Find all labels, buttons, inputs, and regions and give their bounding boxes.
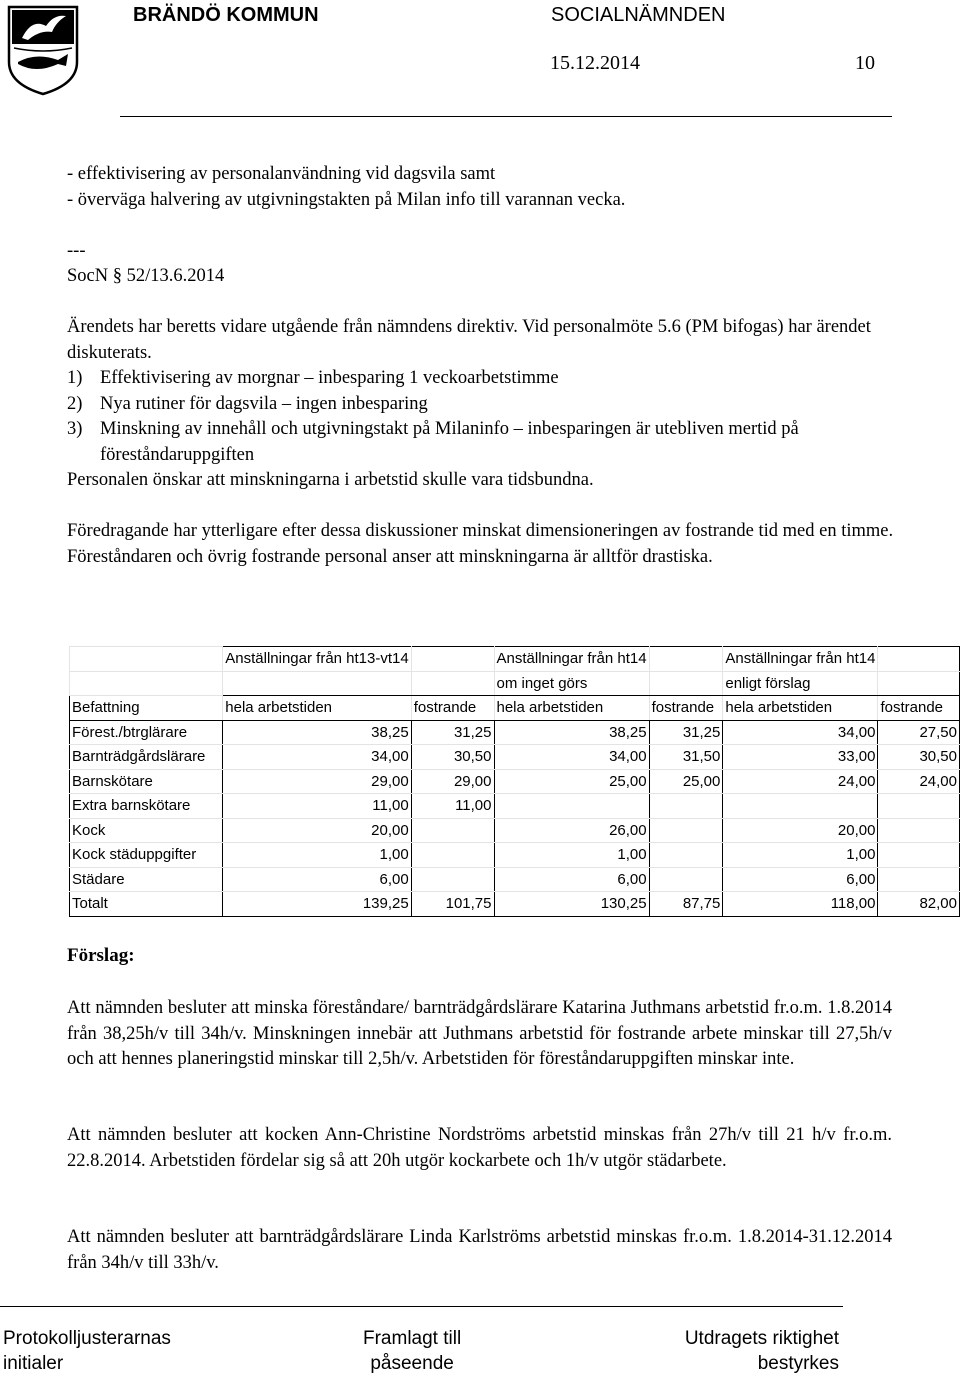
table-cell: 1,00: [223, 843, 411, 868]
header-department: SOCIALNÄMNDEN: [551, 4, 726, 26]
table-cell: 29,00: [411, 769, 494, 794]
table-column-header-row: [70, 696, 960, 721]
table-cell: 27,50: [878, 720, 960, 745]
list-number: 2): [67, 393, 83, 414]
paragraph-presenter: Föredragande har ytterligare efter dessa diskussioner minskat dimensioneringen av fostrande tid med en timme. Föreståndaren och övrig fostrande personal anser att minskningarna är alltför drastiska.: [67, 521, 894, 567]
case-reference: SocN § 52/13.6.2014: [67, 266, 225, 286]
footer-rule: [0, 1306, 843, 1307]
table-cell: 38,25: [223, 720, 411, 745]
table-cell: [723, 794, 878, 819]
list-number: 1): [67, 368, 83, 388]
proposal-paragraph: Att nämnden besluter att minska föreståndare/ barnträdgårdslärare Katarina Juthmans arbetstid fr.o.m. 1.8.2014 från 38,25h/v till 34h/v. Minskningen innebär att Juthmans arbetstid för fostrande arbete minskar till 27,5h/v och att hennes planeringstid minskar till 2,5h/v. Arbetstiden för föreståndaruppgiften minskar inte.: [67, 998, 892, 1069]
total-cell: 118,00: [723, 892, 878, 917]
table-cell: [878, 794, 960, 819]
table-cell: 6,00: [723, 867, 878, 892]
total-cell: 87,75: [649, 892, 723, 917]
municipality-coat-of-arms-logo: [6, 4, 80, 96]
group-header: Anställningar från ht14: [723, 647, 878, 672]
column-header: hela arbetstiden: [223, 696, 411, 721]
header-page-number: 10: [855, 52, 875, 74]
table-cell: [411, 647, 494, 672]
footer-presented: [363, 1326, 461, 1376]
group-subheader: enligt förslag: [723, 671, 878, 696]
proposal-paragraph: Att nämnden besluter att kocken Ann-Christine Nordströms arbetstid minskas från 27h/v till 21 h/v fr.o.m. 22.8.2014. Arbetstiden fördelar sig så att 20h utgör kockarbete och 1h/v utgör städarbete.: [67, 1125, 892, 1171]
header-municipality: BRÄNDÖ KOMMUN: [133, 4, 319, 26]
intro-line: - överväga halvering av utgivningstakten på Milan info till varannan vecka.: [67, 189, 626, 210]
column-header: fostrande: [411, 696, 494, 721]
table-cell: 1,00: [494, 843, 649, 868]
table-cell: [878, 843, 960, 868]
table-cell: [411, 671, 494, 696]
intro-block: [67, 162, 892, 213]
table-cell: 38,25: [494, 720, 649, 745]
table-cell: 6,00: [494, 867, 649, 892]
table-cell: [649, 867, 723, 892]
row-label: Förest./btrglärare: [70, 720, 223, 745]
row-label: Barnträdgårdslärare: [70, 745, 223, 770]
column-header: fostrande: [878, 696, 960, 721]
table-cell: [878, 867, 960, 892]
table-cell: [649, 671, 723, 696]
table-cell: 29,00: [223, 769, 411, 794]
table-group-header-row: [70, 647, 960, 672]
table-cell: [878, 671, 960, 696]
list-number: 3): [67, 419, 83, 439]
total-cell: 130,25: [494, 892, 649, 917]
list-text: Effektivisering av morgnar – inbesparing 1 veckoarbetstimme: [100, 368, 559, 388]
table-cell: 33,00: [723, 745, 878, 770]
table-cell: [649, 647, 723, 672]
row-label: Barnskötare: [70, 769, 223, 794]
footer-text: Framlagt till: [363, 1328, 462, 1349]
row-label: Extra barnskötare: [70, 794, 223, 819]
table-cell: [411, 867, 494, 892]
table-cell: 31,25: [411, 720, 494, 745]
footer-initials: [3, 1326, 171, 1376]
column-header: Befattning: [70, 696, 223, 721]
table-cell: [70, 647, 223, 672]
column-header: hela arbetstiden: [494, 696, 649, 721]
table-cell: 11,00: [223, 794, 411, 819]
list-text: Nya rutiner för dagsvila – ingen inbesparing: [100, 393, 428, 414]
table-cell: 26,00: [494, 818, 649, 843]
table-cell: [878, 818, 960, 843]
row-label: Kock städuppgifter: [70, 843, 223, 868]
total-label: Totalt: [70, 892, 223, 917]
total-cell: 82,00: [878, 892, 960, 917]
total-cell: 139,25: [223, 892, 411, 917]
table-cell: [411, 843, 494, 868]
row-label: Städare: [70, 867, 223, 892]
table-row: [70, 867, 960, 892]
proposal-heading: Förslag:: [67, 945, 135, 966]
total-cell: 101,75: [411, 892, 494, 917]
table-row: [70, 769, 960, 794]
table-cell: [649, 843, 723, 868]
group-subheader: [223, 671, 411, 696]
table-cell: 31,50: [649, 745, 723, 770]
intro-line: - effektivisering av personalanvändning vid dagsvila samt: [67, 164, 496, 184]
group-header: Anställningar från ht13-vt14: [223, 647, 411, 672]
table-cell: 34,00: [494, 745, 649, 770]
list-text: Minskning av innehåll och utgivningstakt på Milaninfo – inbesparingen är utebliven mertid på föreståndaruppgiften: [100, 419, 799, 465]
list-item: [67, 366, 892, 392]
table-total-row: [70, 892, 960, 917]
table-cell: [494, 794, 649, 819]
separator: ---: [67, 241, 86, 261]
table-row: [70, 818, 960, 843]
list-item: [67, 417, 892, 468]
table-row: [70, 843, 960, 868]
table-cell: 24,00: [878, 769, 960, 794]
table-cell: 20,00: [723, 818, 878, 843]
table-cell: [70, 671, 223, 696]
table-cell: 24,00: [723, 769, 878, 794]
table-row: [70, 794, 960, 819]
table-cell: [878, 647, 960, 672]
column-header: hela arbetstiden: [723, 696, 878, 721]
table-cell: [411, 818, 494, 843]
table-row: [70, 720, 960, 745]
table-cell: 1,00: [723, 843, 878, 868]
table-cell: 20,00: [223, 818, 411, 843]
staff-wish-line: Personalen önskar att minskningarna i arbetstid skulle vara tidsbundna.: [67, 470, 594, 490]
table-cell: 11,00: [411, 794, 494, 819]
list-item: [67, 392, 892, 418]
table-cell: [649, 794, 723, 819]
proposal-paragraph: Att nämnden besluter att barnträdgårdslärare Linda Karlströms arbetstid minskas fr.o.m. 1.8.2014-31.12.2014 från 34h/v till 33h/v.: [67, 1227, 892, 1273]
footer-text: Protokolljusterarnas: [3, 1328, 171, 1349]
row-label: Kock: [70, 818, 223, 843]
table-cell: 25,00: [649, 769, 723, 794]
footer-verified: [658, 1326, 839, 1376]
column-header: fostrande: [649, 696, 723, 721]
group-subheader: om inget görs: [494, 671, 649, 696]
footer-text: påseende: [370, 1353, 454, 1374]
table-cell: 31,25: [649, 720, 723, 745]
table-cell: 34,00: [223, 745, 411, 770]
table-cell: 34,00: [723, 720, 878, 745]
footer-text: initialer: [3, 1353, 64, 1374]
header-rule: [120, 116, 892, 117]
group-header: Anställningar från ht14: [494, 647, 649, 672]
paragraph-preparation: Ärendets har beretts vidare utgående från nämndens direktiv. Vid personalmöte 5.6 (PM bifogas) har ärendet diskuterats.: [67, 317, 871, 363]
table-cell: 30,50: [411, 745, 494, 770]
table-cell: [649, 818, 723, 843]
table-cell: 6,00: [223, 867, 411, 892]
table-cell: 25,00: [494, 769, 649, 794]
footer-text: Utdragets riktighet: [684, 1328, 839, 1349]
table-group-subheader-row: [70, 671, 960, 696]
table-cell: 30,50: [878, 745, 960, 770]
measures-list: [67, 366, 892, 468]
header-date: 15.12.2014: [550, 52, 640, 74]
staffing-table: [69, 646, 960, 917]
footer-text: bestyrkes: [757, 1353, 839, 1374]
table-row: [70, 745, 960, 770]
